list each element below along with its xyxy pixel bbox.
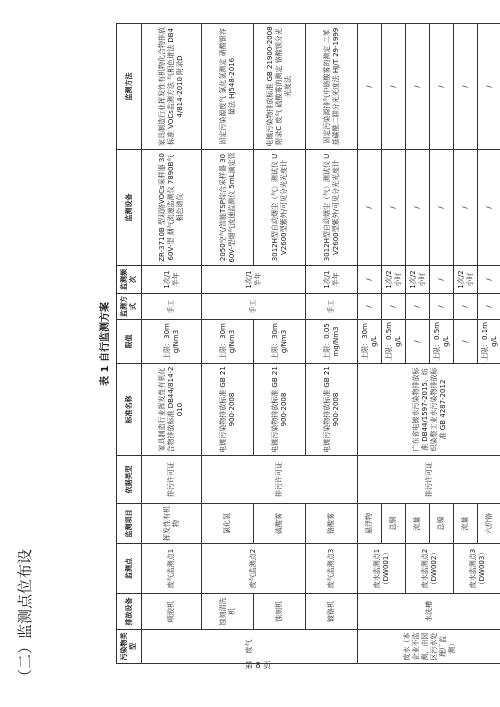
- header-cell: 监测方式: [117, 294, 142, 320]
- header-cell: 监测方法: [117, 24, 142, 150]
- cell-device: 镀铬机: [306, 594, 358, 630]
- header-cell: 污染物类型: [117, 630, 142, 664]
- cell-frequency: 1次/2小时: [382, 266, 406, 294]
- cell-method-type: /: [358, 294, 382, 320]
- cell-equipment: 3012H型自动烟尘（气）测试仪 UV2600型紫外/可见分光光度计: [306, 150, 358, 266]
- cell-equipment: /: [406, 150, 430, 266]
- rotated-table-block: [98, 24, 498, 664]
- cell-limit: 上限：0.1mg/L: [478, 320, 500, 364]
- cell-method-type: /: [478, 294, 500, 320]
- cell-item: 六价铬: [478, 504, 500, 544]
- table-row: [306, 24, 358, 664]
- cell-method-type: /: [454, 294, 478, 320]
- cell-standard: 电镀污染物排放标准 GB 21900-2008: [306, 364, 358, 456]
- cell-method: /: [358, 24, 382, 150]
- cell-frequency: 1次/1半年: [306, 266, 358, 294]
- cell-standard: 家具制造行业挥发性有机化合物排放标准 DB44/814-2010: [142, 364, 202, 456]
- cell-limit: 上限：0.5mg/L: [430, 320, 454, 364]
- cell-device: 水洗槽: [358, 594, 500, 630]
- cell-basis: 排污许可证: [358, 456, 500, 504]
- cell-equipment: /: [478, 150, 500, 266]
- cell-frequency: 1次/2小时: [454, 266, 478, 294]
- cell-standard: 广东省电镀水污染物排放标准 DB44/1597-2015、纺织染整工业水污染物排放标准 GB 4287-2012: [358, 364, 500, 456]
- table-row: [202, 24, 254, 664]
- cell-frequency: 1次/1半年: [142, 266, 202, 294]
- cell-point: 废气监测点1: [142, 544, 202, 594]
- monitoring-plan-table: [116, 23, 500, 664]
- cell-method-type: 手工: [142, 294, 202, 320]
- cell-equipment: /: [454, 150, 478, 266]
- cell-item: 铬酸雾: [306, 504, 358, 544]
- table-row: [142, 24, 202, 664]
- table-row: [358, 24, 382, 664]
- cell-limit: 上限：0.05mg/Nm3: [306, 320, 358, 364]
- cell-method: 电镀污染物排放标准 GB 21900-2008 附录C 废气 硫酸雾的测定 铬酸钡分光光度法: [254, 24, 306, 150]
- cell-limit: 上限：30mg/Nm3: [202, 320, 254, 364]
- cell-limit: 上限：0.5mg/L: [382, 320, 406, 364]
- cell-method-type: /: [382, 294, 406, 320]
- cell-equipment: /: [382, 150, 406, 266]
- cell-limit: /: [454, 320, 478, 364]
- cell-point: 废水监测点1（DW001）: [358, 544, 406, 594]
- page-number: 第 8 页: [244, 661, 272, 670]
- header-cell: 监测设备: [117, 150, 142, 266]
- cell-method: /: [382, 24, 406, 150]
- cell-method: /: [454, 24, 478, 150]
- cell-equipment: 3012H型自动烟尘（气）测试仪 UV2600型紫外/可见分光光度计: [254, 150, 306, 266]
- cell-item: 流量: [454, 504, 478, 544]
- cell-limit: 上限：30mg/Nm3: [142, 320, 202, 364]
- cell-item: 悬浮物: [358, 504, 382, 544]
- cell-method-type: /: [406, 294, 430, 320]
- cell-frequency: /: [430, 266, 454, 294]
- table-row: [454, 24, 478, 664]
- cell-device: 蚀刻清洗机: [202, 594, 254, 630]
- cell-frequency: /: [358, 266, 382, 294]
- cell-point: 废气监测点3: [306, 544, 358, 594]
- cell-method: 家具制造行业挥发性有机物化合物排放标准 VOCs监测方法 气相色谱法 DB44/814-2010 附录D: [142, 24, 202, 150]
- header-cell: 标准名称: [117, 364, 142, 456]
- cell-point: 废水监测点3（DW003）: [454, 544, 500, 594]
- header-cell: 监测点: [117, 544, 142, 594]
- header-cell: 限值: [117, 320, 142, 364]
- cell-method: 固定污染源排气中铬酸雾的测定 二苯基碳酰二肼分光光度法 HJ/T 29-1999: [306, 24, 358, 150]
- cell-equipment: /: [358, 150, 382, 266]
- cell-point: 废水监测点2（DW002）: [406, 544, 454, 594]
- cell-method-type: 手工: [202, 294, 306, 320]
- cell-limit: 上限：30mg/L: [358, 320, 382, 364]
- cell-limit: 上限：30mg/Nm3: [254, 320, 306, 364]
- cell-pollutant-type: 废气: [142, 630, 358, 664]
- cell-standard: 电镀污染物排放标准 GB 21900-2008: [254, 364, 306, 456]
- header-cell: 监测项目: [117, 504, 142, 544]
- cell-pollutant-type: 废水（本企业不监测，由园区污水处理厂监测）: [358, 630, 500, 664]
- cell-method: 固定污染源废气 氯化氢测定 硝酸银容量法 HJ548-2016: [202, 24, 254, 150]
- cell-point: 废气监测点2: [202, 544, 306, 594]
- cell-basis: 排污许可证: [142, 456, 202, 504]
- cell-method: /: [430, 24, 454, 150]
- cell-equipment: 2050空气/智能TSP综合采样器 3060V-型烟气流速监测仪 5mL滴定管: [202, 150, 254, 266]
- cell-equipment: /: [430, 150, 454, 266]
- cell-device: 蚀刻机: [254, 594, 306, 630]
- cell-item: 硫酸雾: [254, 504, 306, 544]
- cell-equipment: ZR-3710B 型双路VOCs采样器 3060V-型 烟气流速监测仪 7890B气相色谱仪: [142, 150, 202, 266]
- cell-method: /: [406, 24, 430, 150]
- cell-method-type: 手工: [306, 294, 358, 320]
- cell-frequency: 1次/1半年: [202, 266, 306, 294]
- cell-standard: 电镀污染物排放标准 GB 21900-2008: [202, 364, 254, 456]
- cell-item: 挥发性有机物: [142, 504, 202, 544]
- header-cell: 排放设备: [117, 594, 142, 630]
- header-cell: 监测频次: [117, 266, 142, 294]
- header-row: [117, 24, 142, 664]
- cell-frequency: 1次/2小时: [406, 266, 430, 294]
- cell-item: 总铜: [382, 504, 406, 544]
- cell-method: /: [478, 24, 500, 150]
- section-heading: （二）监测点位布设: [16, 548, 34, 684]
- cell-item: 总镍: [430, 504, 454, 544]
- table-caption: 表 1 自行监测方案: [100, 302, 111, 386]
- cell-basis: 排污许可证: [202, 456, 358, 504]
- header-cell: 依据类型: [117, 456, 142, 504]
- cell-device: 喷胶机: [142, 594, 202, 630]
- cell-frequency: /: [478, 266, 500, 294]
- cell-item: 氯化氢: [202, 504, 254, 544]
- cell-item: 流量: [406, 504, 430, 544]
- cell-limit: /: [406, 320, 430, 364]
- cell-method-type: /: [430, 294, 454, 320]
- table-row: [406, 24, 430, 664]
